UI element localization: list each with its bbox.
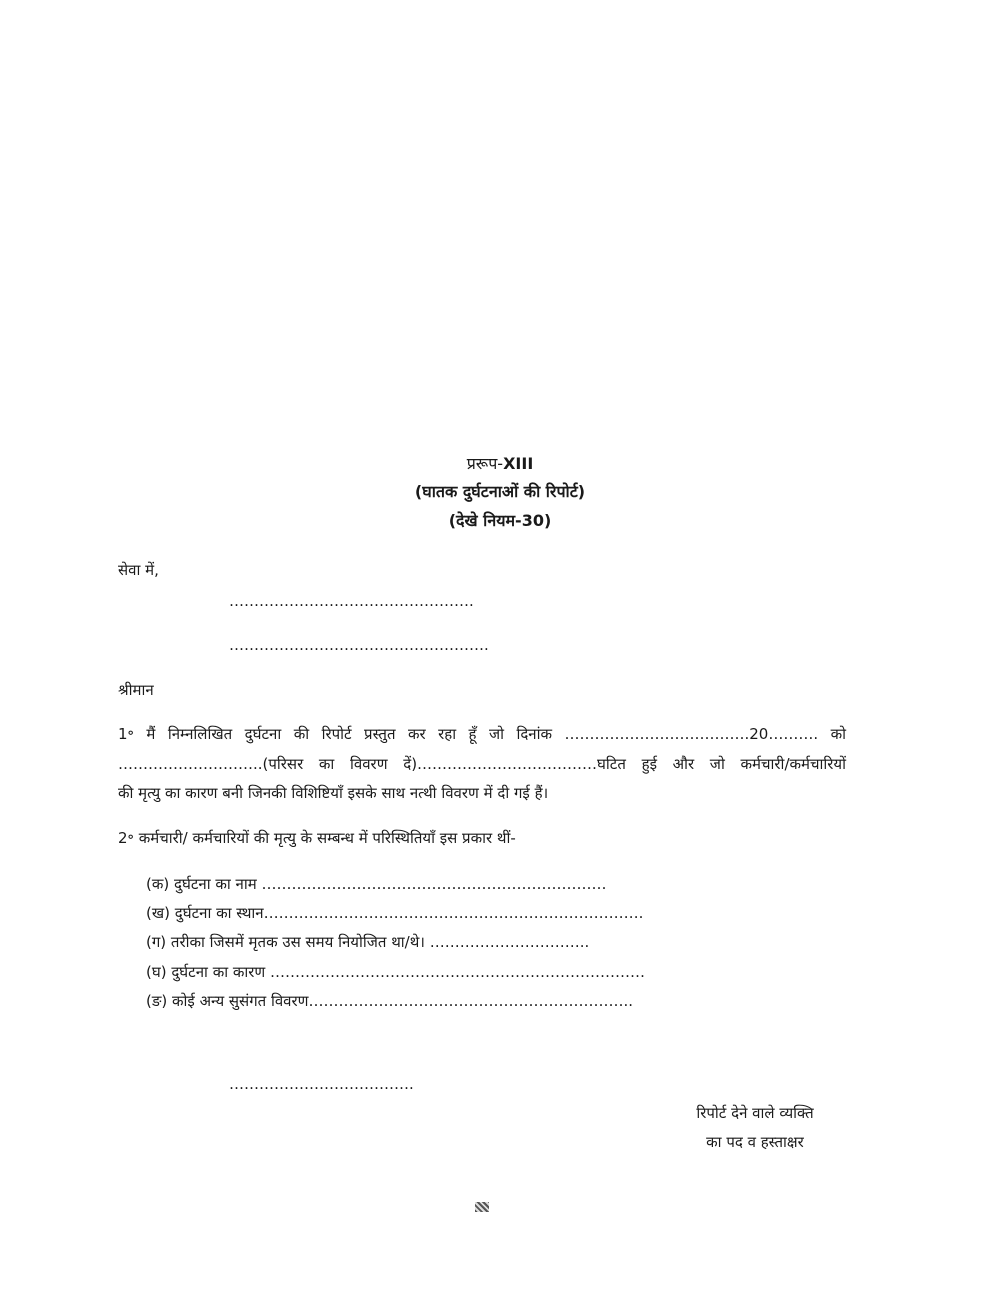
form-title-number: XIII: [503, 454, 534, 473]
list-item: (क) दुर्घटना का नाम ……………………………………………………………: [146, 875, 607, 893]
greeting: श्रीमान: [118, 681, 154, 699]
form-title: [0, 452, 1000, 474]
salutation-to: सेवा में,: [118, 561, 159, 579]
paragraph-1: [118, 720, 846, 809]
signature-caption: [640, 1099, 870, 1157]
list-item: (ङ) कोई अन्य सुसंगत विवरण………………………………………………………..: [146, 992, 634, 1010]
rule-reference: (देखे नियम-30): [448, 511, 552, 530]
list-item: (ग) तरीका जिसमें मृतक उस समय नियोजित था/थे। …………………………..: [146, 933, 590, 951]
signature-dots: ……………………………….: [229, 1075, 414, 1093]
list-item: (ख) दुर्घटना का स्थान………………………………………………………………….: [146, 904, 644, 922]
address-line-2: …………………………………………….: [229, 636, 489, 654]
signature-caption-line-2: का पद व हस्ताक्षर: [706, 1133, 804, 1151]
signature-caption-line-1: रिपोर्ट देने वाले व्यक्ति: [696, 1104, 814, 1122]
list-item: (घ) दुर्घटना का कारण …………………………………………………………………: [146, 963, 646, 981]
paragraph-1-line-1: 1॰ मैं निम्नलिखित दुर्घटना की रिपोर्ट प्रस्तुत कर रहा हूँ जो दिनांक ……………………………….20………. को: [118, 725, 846, 743]
paragraph-1-line-2: ………………………..(परिसर का विवरण दें)………………………………घटित हुई और जो कर्मचारी/कर्मचारियों: [118, 754, 846, 773]
paragraph-2: 2॰ कर्मचारी/ कर्मचारियों की मृत्यु के सम्बन्ध में परिस्थितियाँ इस प्रकार थीं-: [118, 829, 516, 847]
form-subtitle: (घातक दुर्घटनाओं की रिपोर्ट): [414, 482, 586, 501]
footer-mark-icon: [475, 1202, 489, 1212]
form-title-prefix: प्ररूप-: [466, 454, 504, 473]
paragraph-1-line-3: की मृत्यु का कारण बनी जिनकी विशिष्टियाँ इसके साथ नत्थी विवरण में दी गई हैं।: [118, 784, 549, 802]
address-line-1: ………………………………………….: [229, 592, 474, 610]
